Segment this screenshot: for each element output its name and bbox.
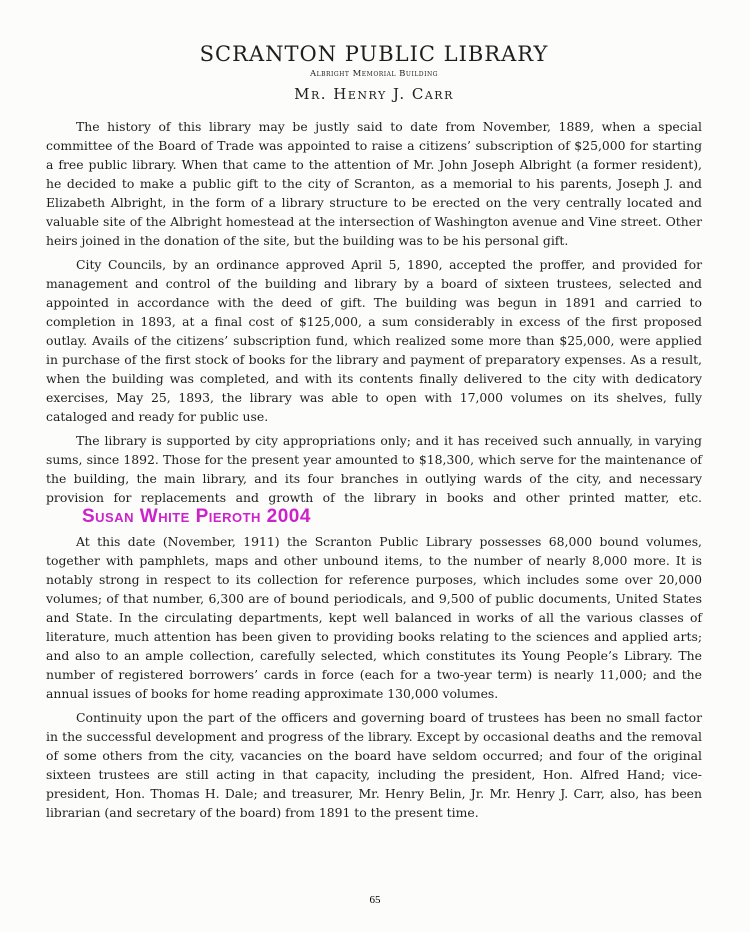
paragraph-councils: City Councils, by an ordinance approved April 5, 1890, accepted the proffer, and provided for management and control of the building and library by a board of sixteen trustees, selected and appointed in accordance with the deed of gift. The building was begun in 1891 and carried to completion in 1893, at a final cost of $125,000, a sum considerably in excess of the first proposed outlay. Avails of the citizens’ subscription fund, which realized some more than $25,000, were applied in purchase of the first stock of books for the library and payment of preparatory expenses. As a result, when the building was completed, and with its contents finally delivered to the city with dedicatory exercises, May 25, 1893, the library was able to open with 17,000 volumes on its shelves, fully cataloged and ready for public use.: [46, 257, 702, 424]
page-title: SCRANTON PUBLIC LIBRARY: [199, 42, 549, 66]
paragraph-history: The history of this library may be justly said to date from November, 1889, when a special committee of the Board of Trade was appointed to raise a citizens’ subscription of $25,000 for starting a free public library. When that came to the attention of Mr. John Joseph Albright (a former resident), he decided to make a public gift to the city of Scranton, as a memorial to his parents, Joseph J. and Elizabeth Albright, in the form of a library structure to be erected on the very centrally located and valuable site of the Albright homestead at the intersection of Washington avenue and Vine street. Other heirs joined in the donation of the site, but the building was to be his personal gift.: [46, 119, 702, 248]
paragraph-support: [46, 431, 702, 527]
page-number: 65: [369, 894, 381, 906]
building-subtitle: Albright Memorial Building: [309, 69, 439, 79]
person-heading: Mr. Henry J. Carr: [294, 85, 454, 103]
paragraph-support-text: The library is supported by city appropriations only; and it has received such annually, in varying sums, since 1892. Those for the present year amounted to $18,300, which serve for the maintenance of the building, the main library, and its four branches in outlying wards of the city, and necessary provision for replacements and growth of the library in books and other printed matter, etc.: [46, 433, 702, 505]
paragraph-collection: At this date (November, 1911) the Scranton Public Library possesses 68,000 bound volumes, together with pamphlets, maps and other unbound items, to the number of nearly 8,000 more. It is notably strong in respect to its collection for reference purposes, which includes some over 20,000 volumes; of that number, 6,300 are of bound periodicals, and 9,500 of public documents, United States and State. In the circulating departments, kept well balanced in works of all the various classes of literature, much attention has been given to providing books relating to the sciences and applied arts; and also to an ample collection, carefully selected, which constitutes its Young People’s Library. The number of registered borrowers’ cards in force (each for a two-year term) is nearly 11,000; and the annual issues of books for home reading approximate 130,000 volumes.: [46, 534, 702, 701]
watermark-signature: Susan White Pieroth 2004: [82, 506, 311, 527]
paragraph-continuity: Continuity upon the part of the officers and governing board of trustees has been no small factor in the successful development and progress of the library. Except by occasional deaths and the removal of some others from the city, vacancies on the board have seldom occurred; and four of the original sixteen trustees are still acting in that capacity, including the president, Hon. Alfred Hand; vice-president, Hon. Thomas H. Dale; and treasurer, Mr. Henry Belin, Jr. Mr. Henry J. Carr, also, has been librarian (and secretary of the board) from 1891 to the present time.: [46, 710, 702, 820]
